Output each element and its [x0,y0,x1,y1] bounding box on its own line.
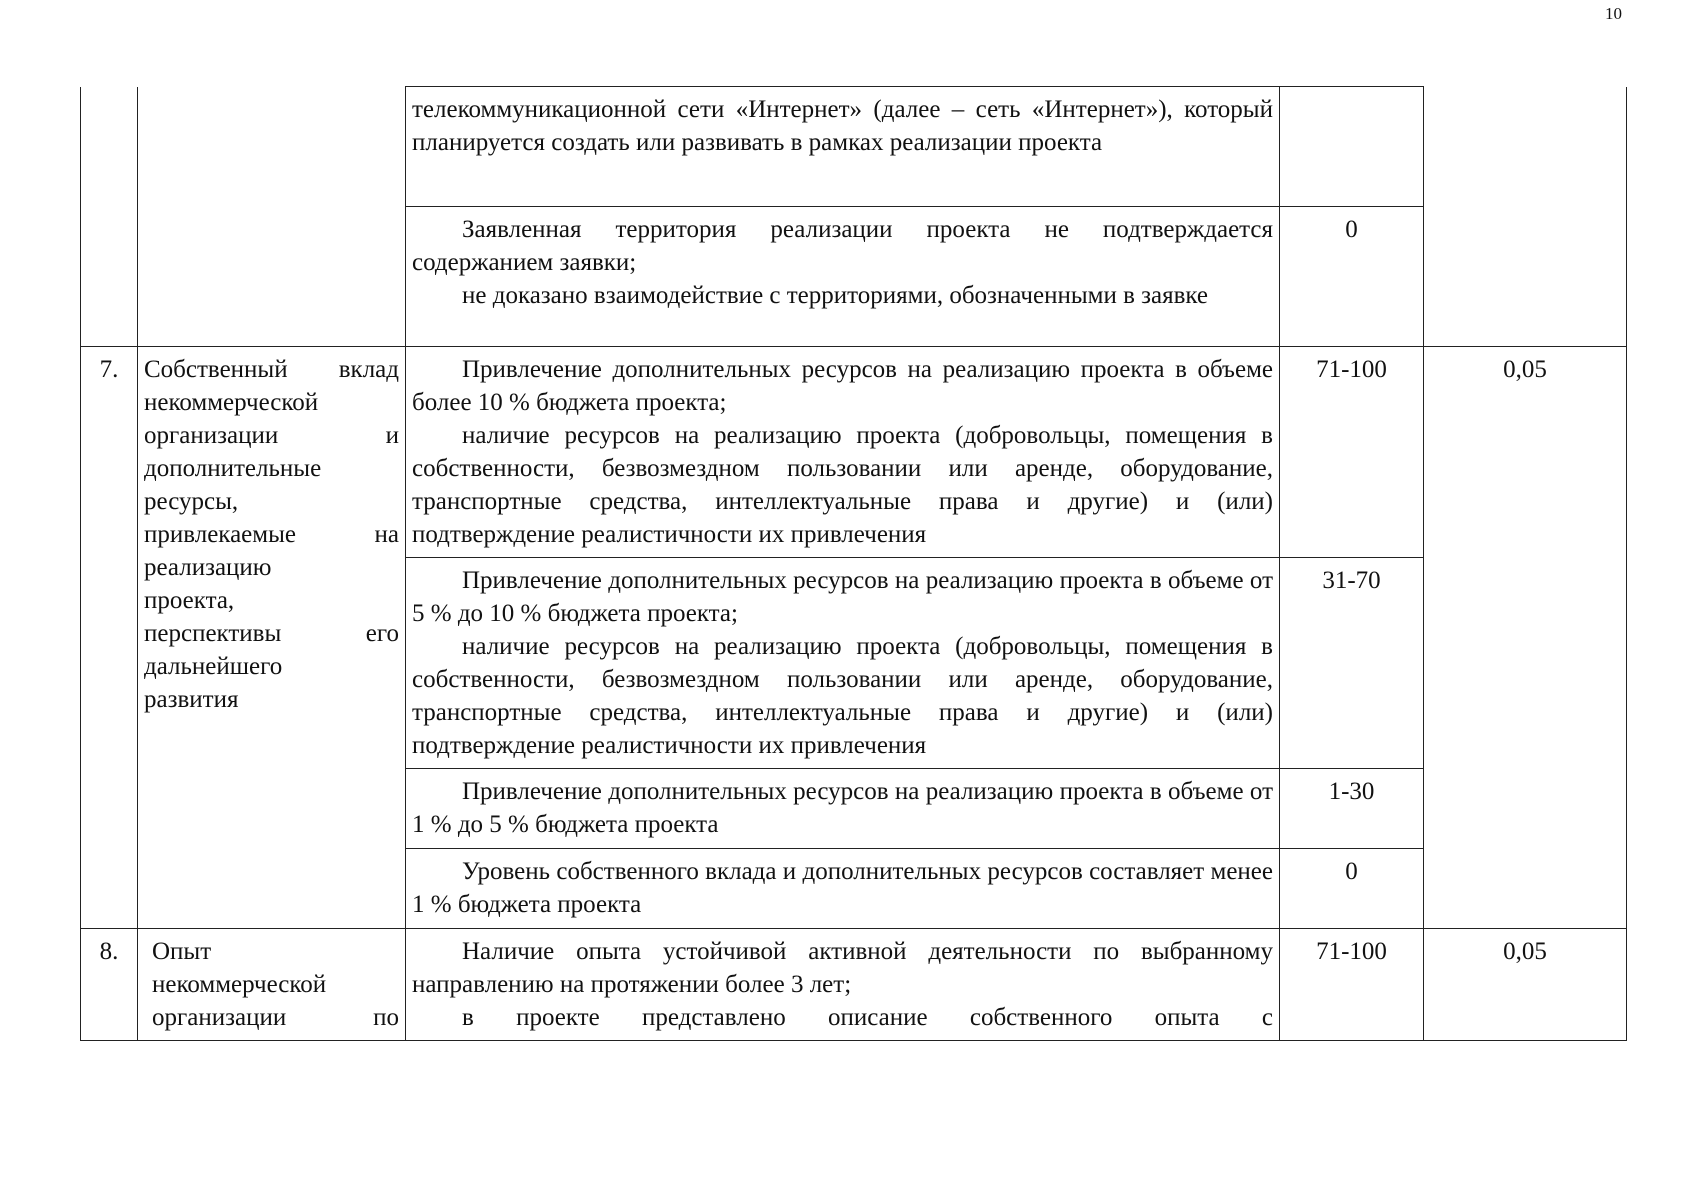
page-number: 10 [1605,4,1622,23]
description-text: Привлечение дополнительных ресурсов на реализацию проекта в объеме от 1 % до 5 % бюджета проекта [412,778,1273,838]
description-text: не доказано взаимодействие с территориями, обозначенными в заявке [462,282,1209,309]
criterion-cell [138,87,406,207]
criterion-name-line: реализацию [144,554,272,581]
weight-value: 0,05 [1424,929,1627,1041]
table-row [81,929,1627,1041]
criterion-name-line: привлекаемые на [144,521,399,548]
description-text: Привлечение дополнительных ресурсов на реализацию проекта в объеме более 10 % бюджета проекта; [412,356,1273,416]
criterion-name-line: дальнейшего [144,653,283,680]
description-text: наличие ресурсов на реализацию проекта (добровольцы, помещения в собственности, безвозмездном пользовании или аренде, оборудование, транспортные средства, интеллектуальные права и другие) и (или) подтверждение реалистичности их привлечения [412,422,1273,548]
criterion-name [138,929,406,1041]
evaluation-criteria-table [80,86,1627,1041]
description-text: Заявленная территория реализации проекта не подтверждается содержанием заявки; [412,216,1273,276]
score-value: 1-30 [1280,769,1424,849]
description-text: в проекте представлено описание собственного опыта с [462,1004,1273,1031]
description-cell [406,769,1280,849]
number-cell [81,87,138,207]
description-cell [406,347,1280,558]
criterion-cell [138,207,406,347]
weight-cell [1424,87,1627,207]
score-value: 31-70 [1280,558,1424,769]
criterion-name-line: дополнительные [144,455,322,482]
description-cell [406,558,1280,769]
table-row [81,207,1627,347]
criterion-name [138,347,406,929]
description-cell [406,929,1280,1041]
score-value: 0 [1280,849,1424,929]
criterion-name-line: ресурсы, [144,488,239,515]
criterion-name-line: проекта, [144,587,235,614]
description-cell [406,849,1280,929]
number-cell [81,207,138,347]
weight-value: 0,05 [1424,347,1627,929]
criterion-name-line: Собственный вклад [144,356,399,383]
score-value: 71-100 [1280,929,1424,1041]
description-text: наличие ресурсов на реализацию проекта (добровольцы, помещения в собственности, безвозмездном пользовании или аренде, оборудование, транспортные средства, интеллектуальные права и другие) и (или) подтверждение реалистичности их привлечения [412,633,1273,759]
criterion-number: 7. [81,347,138,929]
description-text: телекоммуникационной сети «Интернет» (далее – сеть «Интернет»), который планируется создать или развивать в рамках реализации проекта [412,96,1273,156]
criterion-name-line: Опыт [152,938,212,965]
description-text: Привлечение дополнительных ресурсов на реализацию проекта в объеме от 5 % до 10 % бюджета проекта; [412,567,1273,627]
weight-cell [1424,207,1627,347]
criterion-name-line: организации и [144,422,399,449]
criterion-name-line: некоммерческой [152,971,327,998]
criterion-name-line: организации по [152,1004,399,1031]
table-row [81,87,1627,207]
description-text: Уровень собственного вклада и дополнительных ресурсов составляет менее 1 % бюджета проекта [412,858,1273,918]
description-cell [406,87,1280,207]
criterion-name-line: перспективы его [144,620,399,647]
score-cell [1280,87,1424,207]
description-cell [406,207,1280,347]
description-text: Наличие опыта устойчивой активной деятельности по выбранному направлению на протяжении более 3 лет; [412,938,1273,998]
table-row [81,347,1627,558]
score-value: 0 [1280,207,1424,347]
criterion-number: 8. [81,929,138,1041]
criterion-name-line: развития [144,686,239,713]
criterion-name-line: некоммерческой [144,389,319,416]
score-value: 71-100 [1280,347,1424,558]
